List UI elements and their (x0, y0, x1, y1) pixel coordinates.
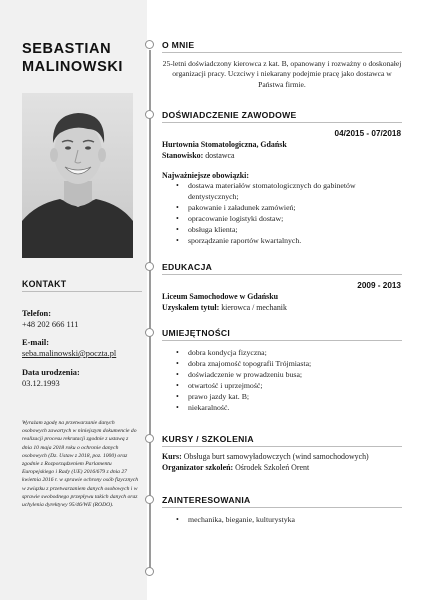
list-item: • doświadczenie w prowadzeniu busa; (176, 370, 402, 381)
duties-list (176, 181, 402, 246)
courses-heading: KURSY / SZKOLENIA (162, 434, 254, 444)
timeline-dot-courses (145, 434, 154, 443)
experience-dates: 04/2015 - 07/2018 (334, 129, 401, 138)
about-divider (162, 52, 402, 53)
list-item: • opracowanie logistyki dostaw; (176, 214, 402, 225)
last-name: MALINOWSKI (22, 59, 124, 75)
list-item: • dostawa materiałów stomatologicznych do gabinetów dentystycznych; (176, 181, 402, 203)
experience-divider (162, 122, 402, 123)
course-row (162, 452, 369, 461)
position-value: dostawca (205, 151, 235, 160)
organizer-value: Ośrodek Szkoleń Orent (235, 463, 310, 472)
education-degree (162, 303, 287, 312)
course-label: Kurs: (162, 452, 182, 461)
list-item: • prawo jazdy kat. B; (176, 392, 402, 403)
interests-list (176, 515, 402, 526)
skills-list (176, 348, 402, 413)
contact-heading: KONTAKT (22, 279, 67, 289)
timeline-dot-interests (145, 495, 154, 504)
degree-label: Uzyskałem tytuł: (162, 303, 220, 312)
person-name (22, 40, 142, 76)
list-item: • dobra znajomość topografii Trójmiasta; (176, 359, 402, 370)
list-item: • obsługa klienta; (176, 225, 402, 236)
list-item: • mechanika, bieganie, kulturystyka (176, 515, 402, 526)
skills-heading: UMIEJĘTNOŚCI (162, 328, 231, 338)
experience-company: Hurtownia Stomatologiczna, Gdańsk (162, 140, 287, 149)
list-item: • otwartość i uprzejmość; (176, 381, 402, 392)
timeline-line (149, 50, 151, 572)
duties-label: Najważniejsze obowiązki: (162, 171, 250, 180)
education-heading: EDUKACJA (162, 262, 213, 272)
interests-heading: ZAINTERESOWANIA (162, 495, 251, 505)
list-item: • pakowanie i załadunek zamówień; (176, 203, 402, 214)
organizer-row (162, 463, 309, 472)
birth-date-value: 03.12.1993 (22, 379, 60, 388)
degree-value: kierowca / mechanik (221, 303, 287, 312)
courses-divider (162, 446, 402, 447)
position-label: Stanowisko: (162, 151, 204, 160)
timeline-dot-education (145, 262, 154, 271)
timeline-dot-about (145, 40, 154, 49)
course-value: Obsługa burt samowyładowczych (wind samochodowych) (183, 452, 369, 461)
email-label: E-mail: (22, 338, 49, 347)
list-item: • niekaralność. (176, 403, 402, 414)
left-sidebar (0, 0, 147, 600)
data-processing-consent: Wyrażam zgodę na przetwarzanie danych osobowych zawartych w niniejszym dokumencie do realizacji procesu rekrutacji zgodnie z ustawą z dnia 10 maja 2018 roku o ochronie danych osobowych (Dz. Ustaw z 2018, poz. 1000) oraz zgodnie z Rozporządzeniem Parlamentu Europejskiego i Rady (UE) 2016/679 z dnia 27 kwietnia 2016 r. w sprawie ochrony osób fizycznych w związku z przetwarzaniem danych osobowych i w sprawie swobodnego przepływu takich danych oraz uchylenia dyrektywy 95/46/WE (RODO). (22, 420, 139, 509)
skills-divider (162, 340, 402, 341)
about-text: 25-letni doświadczony kierowca z kat. B, opanowany i rozważny o doskonałej organizacji pracy. Uczciwy i niekarany podejmie pracę jako dostawca w Państwa firmie. (162, 59, 402, 89)
phone-label: Telefon: (22, 309, 52, 318)
email-link[interactable]: seba.malinowski@poczta.pl (22, 349, 117, 358)
education-school: Liceum Samochodowe w Gdańsku (162, 292, 278, 301)
portrait-illustration (22, 93, 133, 258)
phone-value: +48 202 666 111 (22, 320, 79, 329)
timeline-dot-skills (145, 328, 154, 337)
experience-heading: DOŚWIADCZENIE ZAWODOWE (162, 110, 297, 120)
contact-divider (22, 291, 142, 292)
birth-date-label: Data urodzenia: (22, 368, 80, 377)
education-dates: 2009 - 2013 (357, 281, 401, 290)
about-heading: O MNIE (162, 40, 195, 50)
interests-divider (162, 507, 402, 508)
list-item: • sporządzanie raportów kwartalnych. (176, 236, 402, 247)
experience-position (162, 151, 235, 160)
timeline-dot-end (145, 567, 154, 576)
list-item: • dobra kondycja fizyczna; (176, 348, 402, 359)
organizer-label: Organizator szkoleń: (162, 463, 234, 472)
timeline-dot-experience (145, 110, 154, 119)
profile-photo (22, 93, 133, 258)
first-name: SEBASTIAN (22, 41, 112, 57)
education-divider (162, 274, 402, 275)
